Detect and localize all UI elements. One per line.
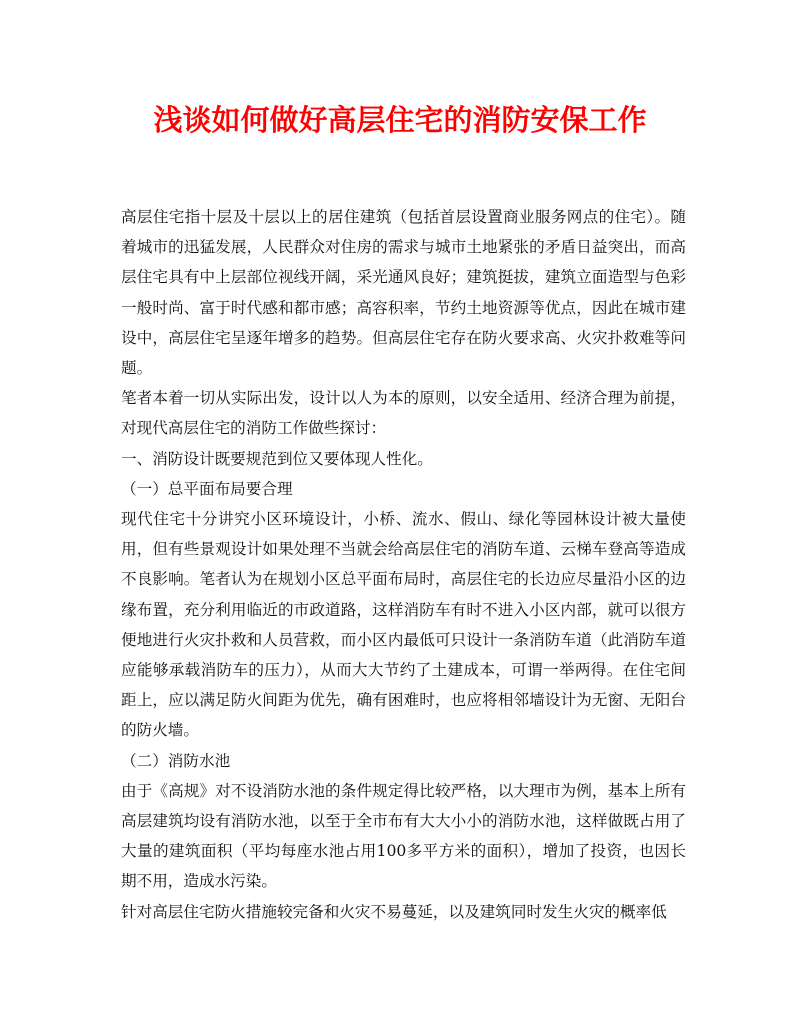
paragraph-water-pool: 由于《高规》对不设消防水池的条件规定得比较严格，以大理市为例，基本上所有高层建筑均设有消防水池，以至于全市布有大大小小的消防水池，这样做既占用了大量的建筑面积（平均每座水池占用100多平方米的面积），增加了投资，也因长期不用，造成水污染。	[121, 781, 686, 891]
paragraph-approach: 笔者本着一切从实际出发，设计以人为本的原则，以安全适用、经济合理为前提，对现代高层住宅的消防工作做些探讨：	[121, 389, 686, 438]
subsection-heading-1: （一）总平面布局要合理	[121, 479, 293, 498]
document-title: 浅谈如何做好高层住宅的消防安保工作	[153, 103, 647, 137]
subsection-heading-2: （二）消防水池	[121, 751, 231, 770]
document-body	[121, 202, 686, 927]
paragraph-layout: 现代住宅十分讲究小区环境设计，小桥、流水、假山、绿化等园林设计被大量使用，但有些景观设计如果处理不当就会给高层住宅的消防车道、云梯车登高等造成不良影响。笔者认为在规划小区总平面布局时，高层住宅的长边应尽量沿小区的边缘布置，充分利用临近的市政道路，这样消防车有时不进入小区内部，就可以很方便地进行火灾扑救和人员营救，而小区内最低可只设计一条消防车道（此消防车道应能够承载消防车的压力），从而大大节约了土建成本，可谓一举两得。在住宅间距上，应以满足防火间距为优先，确有困难时，也应将相邻墙设计为无窗、无阳台的防火墙。	[121, 510, 686, 740]
section-heading-1: 一、消防设计既要规范到位又要体现人性化。	[121, 449, 433, 468]
paragraph-intro: 高层住宅指十层及十层以上的居住建筑（包括首层设置商业服务网点的住宅）。随着城市的迅猛发展，人民群众对住房的需求与城市土地紧张的矛盾日益突出，而高层住宅具有中上层部位视线开阔，采光通风良好；建筑挺拔，建筑立面造型与色彩一般时尚、富于时代感和都市感；高容积率，节约土地资源等优点，因此在城市建设中，高层住宅呈逐年增多的趋势。但高层住宅存在防火要求高、火灾扑救难等问题。	[121, 208, 686, 378]
paragraph-continued: 针对高层住宅防火措施较完备和火灾不易蔓延，以及建筑同时发生火灾的概率低	[121, 902, 667, 921]
